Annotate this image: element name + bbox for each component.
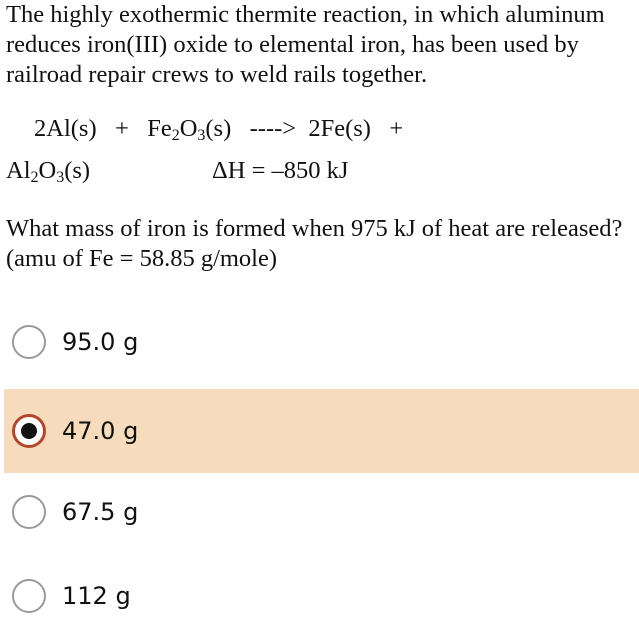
answer-label: 112 g — [62, 582, 131, 610]
answer-option-2[interactable] — [4, 389, 639, 473]
product-aluminum-oxide: $Al_2O_3(s)$ — [6, 157, 91, 186]
answer-label: 47.0 g — [62, 417, 139, 445]
delta-h-symbol: ΔH — [212, 157, 246, 184]
answer-label: 67.5 g — [62, 498, 139, 526]
question-intro: The highly exothermic thermite reaction, in which aluminum reduces iron(III) oxide to elemental iron, has been used by railroad repair crews to weld rails together. — [6, 1, 605, 88]
radio-button[interactable] — [12, 495, 46, 529]
enthalpy-change — [212, 156, 348, 186]
reactant-iron-oxide: $Fe_2O_3(s)$ — [147, 115, 232, 144]
answer-option-4[interactable] — [4, 554, 639, 638]
product-iron: 2Fe(s) — [308, 115, 371, 142]
delta-h-value: = –850 kJ — [251, 157, 349, 184]
answer-option-3[interactable] — [4, 470, 639, 554]
equation-line-1 — [34, 114, 403, 144]
answer-option-1[interactable] — [4, 300, 639, 384]
reactant-aluminum: 2Al(s) — [34, 115, 97, 142]
question-prompt: What mass of iron is formed when 975 kJ of heat are released? (amu of Fe = 58.85 g/mole) — [6, 215, 623, 272]
radio-button[interactable] — [12, 325, 46, 359]
plus-sign: + — [389, 115, 404, 142]
answer-label: 95.0 g — [62, 328, 139, 356]
reaction-arrow: ----> — [249, 115, 297, 142]
plus-sign: + — [114, 115, 129, 142]
question-text — [6, 0, 636, 272]
radio-button-selected[interactable] — [12, 414, 46, 448]
radio-button[interactable] — [12, 579, 46, 613]
